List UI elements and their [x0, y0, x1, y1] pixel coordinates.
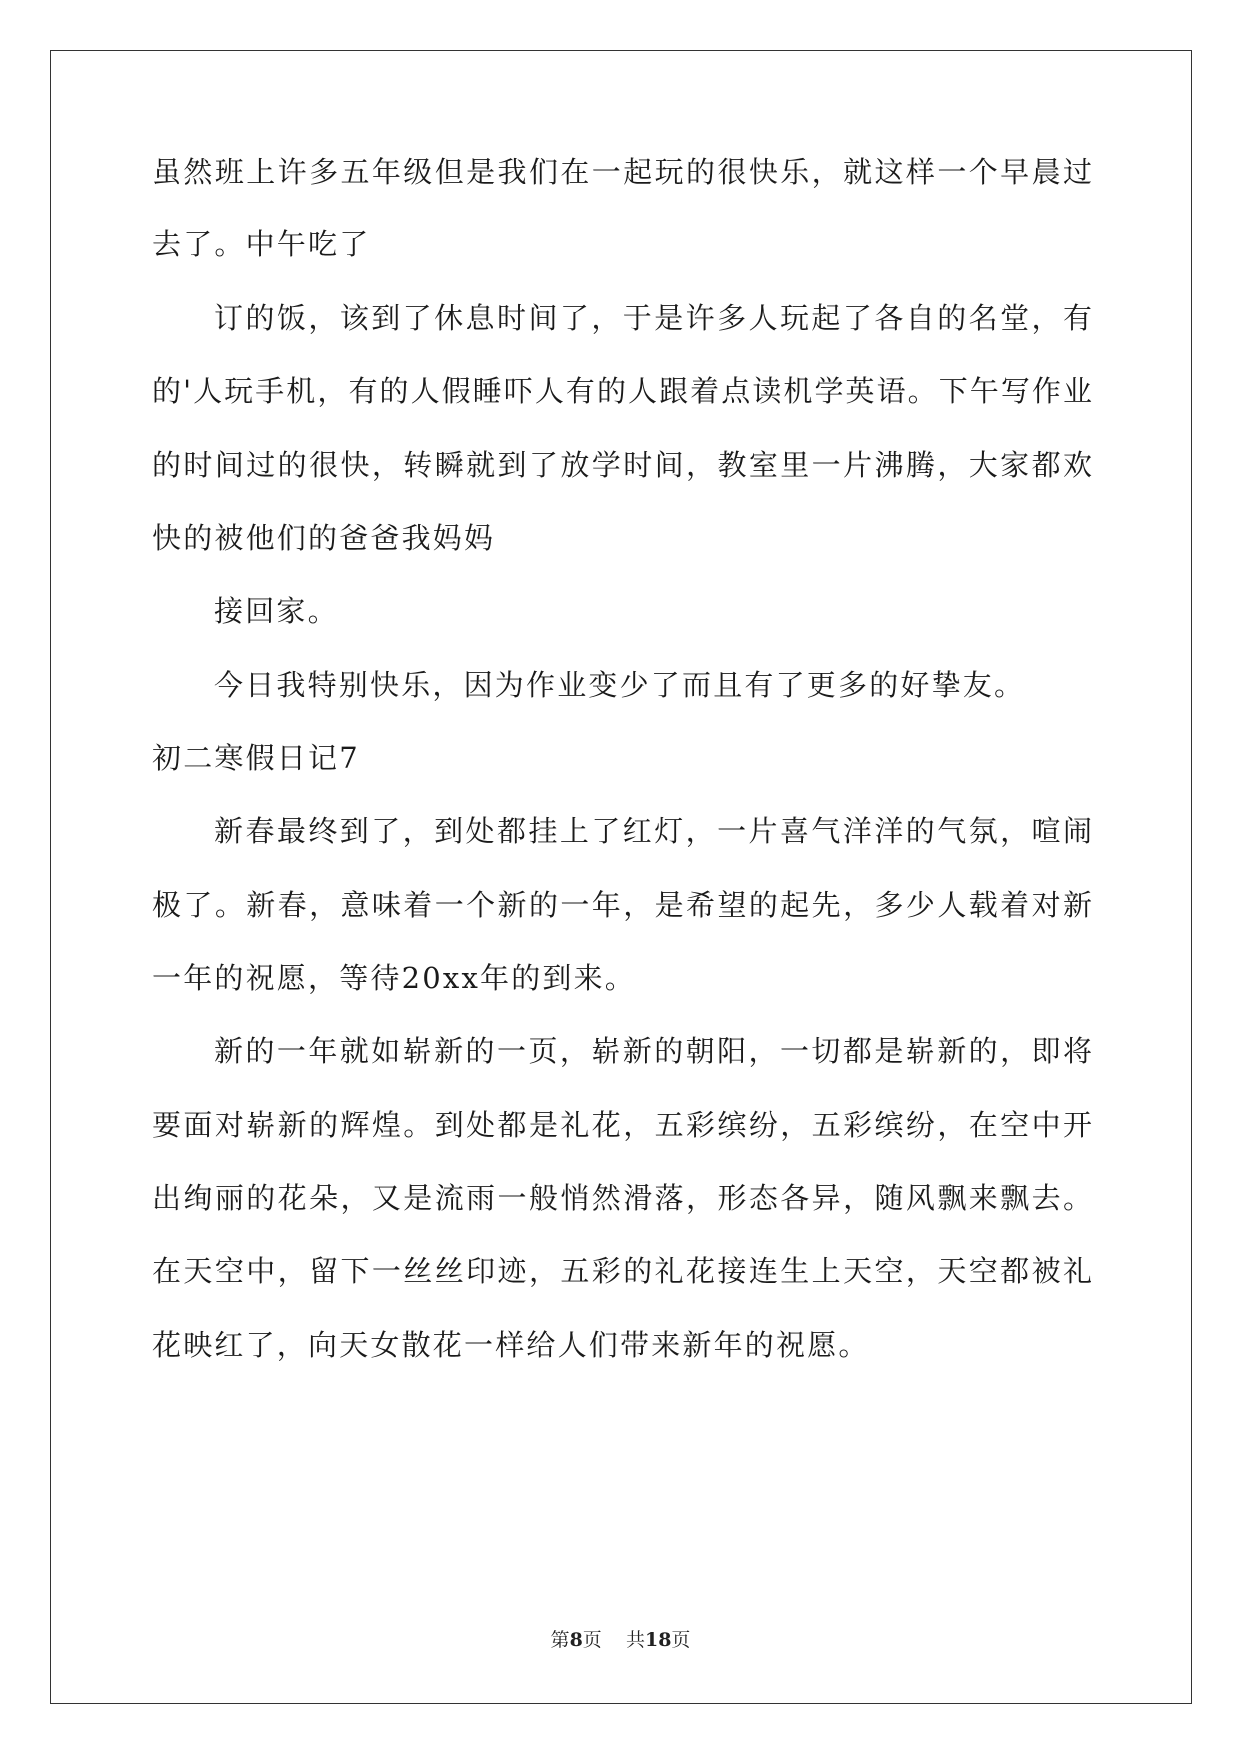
current-page-number: 8: [569, 1629, 583, 1651]
footer-mid: 页 共: [582, 1629, 645, 1651]
text-line: 要面对崭新的辉煌。到处都是礼花，五彩缤纷，五彩缤纷，在空中开: [152, 1108, 1092, 1142]
text-line: 新春最终到了，到处都挂上了红灯，一片喜气洋洋的气氛，喧闹: [214, 814, 1092, 848]
text-line: 一年的祝愿，等待20xx年的到来。: [152, 961, 637, 995]
footer-prefix: 第: [550, 1629, 570, 1651]
total-page-number: 18: [644, 1629, 672, 1651]
text-line: 极了。新春，意味着一个新的一年，是希望的起先，多少人载着对新: [152, 888, 1092, 922]
text-line: 的'人玩手机，有的人假睡吓人有的人跟着点读机学英语。下午写作业: [152, 374, 1092, 408]
text-line: 快的被他们的爸爸我妈妈: [152, 521, 496, 555]
text-line: 出绚丽的花朵，又是流雨一般悄然滑落，形态各异，随风飘来飘去。: [152, 1181, 1092, 1215]
text-line: 去了。中午吃了: [152, 227, 371, 261]
footer-suffix: 页: [671, 1629, 691, 1651]
text-line: 在天空中，留下一丝丝印迹，五彩的礼花接连生上天空，天空都被礼: [152, 1254, 1092, 1288]
text-line: 的时间过的很快，转瞬就到了放学时间，教室里一片沸腾，大家都欢: [152, 448, 1092, 482]
text-line: 今日我特别快乐，因为作业变少了而且有了更多的好挚友。: [214, 668, 1026, 702]
text-line: 接回家。: [214, 594, 339, 628]
page-footer: [0, 1628, 1241, 1652]
text-line: 订的饭，该到了休息时间了，于是许多人玩起了各自的名堂，有: [214, 301, 1092, 335]
section-heading: 初二寒假日记7: [152, 741, 360, 775]
text-line: 新的一年就如崭新的一页，崭新的朝阳，一切都是崭新的，即将: [214, 1034, 1092, 1068]
text-line: 虽然班上许多五年级但是我们在一起玩的很快乐，就这样一个早晨过: [152, 155, 1092, 189]
text-line: 花映红了，向天女散花一样给人们带来新年的祝愿。: [152, 1328, 870, 1362]
